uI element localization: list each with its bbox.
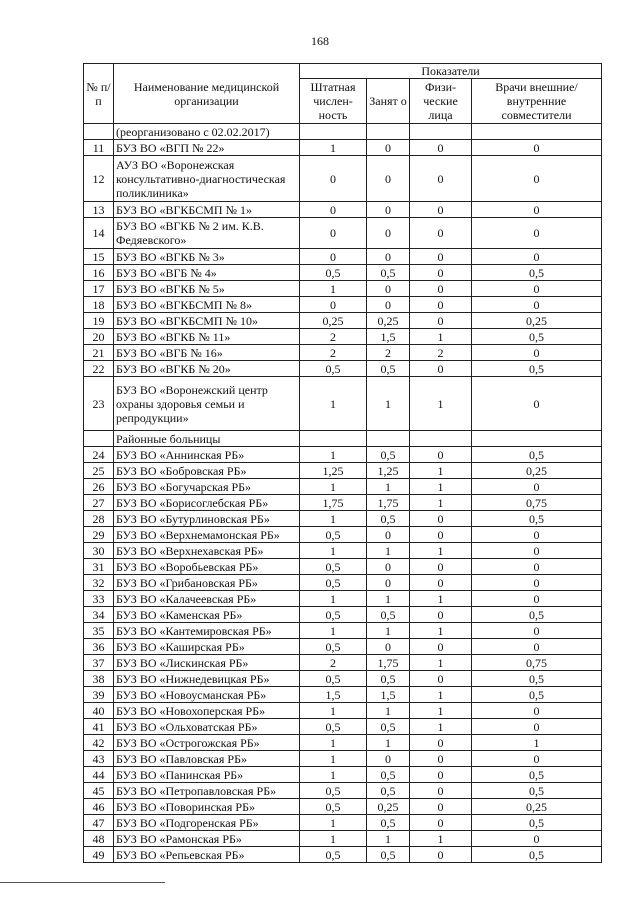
org-name: БУЗ ВО «ВГБ № 16»	[114, 345, 300, 361]
persons-value: 0	[410, 527, 472, 543]
row-number: 47	[84, 815, 114, 831]
org-name: БУЗ ВО «Воронежский центр охраны здоровья семьи и репродукции»	[114, 377, 300, 431]
org-name: БУЗ ВО «ВГКБСМП № 10»	[114, 313, 300, 329]
row-number: 49	[84, 847, 114, 863]
table-row	[84, 511, 602, 527]
occupied-value: 0	[367, 249, 410, 265]
occupied-value: 0,25	[367, 313, 410, 329]
occupied-value: 0	[367, 575, 410, 591]
persons-value: 1	[410, 655, 472, 671]
row-number: 15	[84, 249, 114, 265]
row-number: 28	[84, 511, 114, 527]
occupied-value: 0	[367, 527, 410, 543]
table-row	[84, 495, 602, 511]
doctors-value: 0,5	[472, 607, 602, 623]
staff-value: 2	[300, 655, 367, 671]
staff-value: 1	[300, 281, 367, 297]
doctors-value: 0	[472, 281, 602, 297]
row-number: 45	[84, 783, 114, 799]
persons-value: 1	[410, 591, 472, 607]
table-row	[84, 671, 602, 687]
doctors-value: 0	[472, 377, 602, 431]
occupied-value: 0,5	[367, 671, 410, 687]
occupied-value: 1	[367, 479, 410, 495]
doctors-value: 0	[472, 719, 602, 735]
table-row	[84, 655, 602, 671]
row-number: 13	[84, 202, 114, 218]
org-name: БУЗ ВО «ВГКБСМП № 8»	[114, 297, 300, 313]
persons-value: 0	[410, 265, 472, 281]
doctors-value: 0	[472, 751, 602, 767]
doctors-value: 0	[472, 639, 602, 655]
table-row	[84, 703, 602, 719]
persons-value: 0	[410, 140, 472, 156]
row-number: 44	[84, 767, 114, 783]
doctors-value: 0,5	[472, 329, 602, 345]
row-number: 14	[84, 218, 114, 249]
org-name: БУЗ ВО «Подгоренская РБ»	[114, 815, 300, 831]
doctors-value: 0,25	[472, 799, 602, 815]
table-row	[84, 767, 602, 783]
occupied-value: 0,5	[367, 767, 410, 783]
org-name: БУЗ ВО «Верхнехавская РБ»	[114, 543, 300, 559]
doctors-value: 0,5	[472, 767, 602, 783]
doctors-value: 0	[472, 479, 602, 495]
occupied-value: 1	[367, 703, 410, 719]
table-row	[84, 591, 602, 607]
table-row	[84, 687, 602, 703]
table-row	[84, 447, 602, 463]
org-name: БУЗ ВО «Лискинская РБ»	[114, 655, 300, 671]
table-row	[84, 799, 602, 815]
staff-value: 1	[300, 751, 367, 767]
org-name: (реорганизовано с 02.02.2017)	[114, 124, 300, 140]
row-number: 18	[84, 297, 114, 313]
org-name: БУЗ ВО «Грибановская РБ»	[114, 575, 300, 591]
org-name: БУЗ ВО «Петропавловская РБ»	[114, 783, 300, 799]
staff-value: 0,5	[300, 265, 367, 281]
org-name: БУЗ ВО «Борисоглебская РБ»	[114, 495, 300, 511]
doctors-value: 0	[472, 591, 602, 607]
table-row	[84, 575, 602, 591]
persons-value: 1	[410, 543, 472, 559]
staff-value: 0,5	[300, 783, 367, 799]
doctors-value: 0,5	[472, 687, 602, 703]
persons-value: 0	[410, 799, 472, 815]
staff-value: 0,5	[300, 361, 367, 377]
header-name: Наименование медицинской организации	[114, 64, 300, 124]
org-name: АУЗ ВО «Воронежская консультативно-диагностическая поликлиника»	[114, 156, 300, 202]
row-number	[84, 124, 114, 140]
row-number: 29	[84, 527, 114, 543]
doctors-value: 0	[472, 703, 602, 719]
table-row	[84, 313, 602, 329]
staff-value: 1	[300, 735, 367, 751]
staff-value: 0	[300, 297, 367, 313]
persons-value: 1	[410, 377, 472, 431]
persons-value: 1	[410, 703, 472, 719]
org-name: БУЗ ВО «Ольховатская РБ»	[114, 719, 300, 735]
row-number: 24	[84, 447, 114, 463]
occupied-value: 1	[367, 831, 410, 847]
doctors-value: 0,5	[472, 361, 602, 377]
org-name: БУЗ ВО «Аннинская РБ»	[114, 447, 300, 463]
table-row	[84, 345, 602, 361]
occupied-value: 0	[367, 751, 410, 767]
staff-value	[300, 431, 367, 447]
persons-value: 0	[410, 639, 472, 655]
persons-value: 0	[410, 281, 472, 297]
doctors-value: 0,5	[472, 511, 602, 527]
occupied-value: 1	[367, 543, 410, 559]
occupied-value: 0	[367, 218, 410, 249]
doctors-value: 0,5	[472, 783, 602, 799]
row-number: 32	[84, 575, 114, 591]
persons-value: 1	[410, 719, 472, 735]
page-number: 168	[311, 34, 329, 48]
org-name: БУЗ ВО «ВГКБСМП № 1»	[114, 202, 300, 218]
persons-value: 0	[410, 511, 472, 527]
row-number: 21	[84, 345, 114, 361]
header-occupied: Занят о	[367, 79, 410, 124]
table-row	[84, 735, 602, 751]
occupied-value: 1	[367, 377, 410, 431]
staff-value: 0,5	[300, 847, 367, 863]
occupied-value: 0,5	[367, 447, 410, 463]
row-number: 46	[84, 799, 114, 815]
doctors-value: 0	[472, 527, 602, 543]
doctors-value	[472, 124, 602, 140]
doctors-value: 0	[472, 249, 602, 265]
persons-value	[410, 124, 472, 140]
doctors-value: 0,5	[472, 265, 602, 281]
org-name: БУЗ ВО «Новохоперская РБ»	[114, 703, 300, 719]
staff-value: 0,5	[300, 607, 367, 623]
doctors-value: 0,5	[472, 671, 602, 687]
staff-value	[300, 124, 367, 140]
org-name: БУЗ ВО «Воробьевская РБ»	[114, 559, 300, 575]
table-row	[84, 719, 602, 735]
staff-value: 1	[300, 511, 367, 527]
header-indicators: Показатели	[300, 64, 602, 79]
occupied-value: 1,5	[367, 329, 410, 345]
staff-value: 1,75	[300, 495, 367, 511]
doctors-value: 0	[472, 559, 602, 575]
table-row	[84, 281, 602, 297]
staffing-table	[83, 63, 602, 863]
persons-value: 0	[410, 575, 472, 591]
occupied-value	[367, 431, 410, 447]
staff-value: 0,5	[300, 799, 367, 815]
row-number: 43	[84, 751, 114, 767]
occupied-value: 1,75	[367, 655, 410, 671]
staff-value: 2	[300, 345, 367, 361]
occupied-value: 0	[367, 202, 410, 218]
occupied-value: 1,25	[367, 463, 410, 479]
doctors-value: 0,75	[472, 655, 602, 671]
doctors-value: 0,75	[472, 495, 602, 511]
doctors-value: 0	[472, 156, 602, 202]
row-number: 26	[84, 479, 114, 495]
occupied-value: 1	[367, 623, 410, 639]
staff-value: 1,5	[300, 687, 367, 703]
persons-value	[410, 431, 472, 447]
header-persons: Физи-ческие лица	[410, 79, 472, 124]
persons-value: 0	[410, 361, 472, 377]
table-row	[84, 249, 602, 265]
row-number: 12	[84, 156, 114, 202]
doctors-value: 0	[472, 140, 602, 156]
persons-value: 0	[410, 671, 472, 687]
table-body	[84, 124, 602, 863]
row-number: 41	[84, 719, 114, 735]
org-name: БУЗ ВО «Калачеевская РБ»	[114, 591, 300, 607]
persons-value: 1	[410, 479, 472, 495]
header-doctors: Врачи внешние/ внутренние совместители	[472, 79, 602, 124]
persons-value: 0	[410, 751, 472, 767]
table-row	[84, 751, 602, 767]
staff-value: 1	[300, 815, 367, 831]
header-staff: Штатная числен-ность	[300, 79, 367, 124]
occupied-value: 0,25	[367, 799, 410, 815]
doctors-value: 0,25	[472, 313, 602, 329]
table-row	[84, 329, 602, 345]
row-number: 31	[84, 559, 114, 575]
table-row	[84, 265, 602, 281]
table-row	[84, 559, 602, 575]
persons-value: 0	[410, 218, 472, 249]
occupied-value: 1	[367, 735, 410, 751]
staff-value: 1	[300, 703, 367, 719]
table-row	[84, 202, 602, 218]
occupied-value: 0	[367, 140, 410, 156]
occupied-value: 1,75	[367, 495, 410, 511]
org-name: БУЗ ВО «Павловская РБ»	[114, 751, 300, 767]
persons-value: 0	[410, 313, 472, 329]
persons-value: 2	[410, 345, 472, 361]
occupied-value: 0	[367, 156, 410, 202]
org-name: БУЗ ВО «ВГБ № 4»	[114, 265, 300, 281]
footnote-divider	[0, 882, 165, 883]
staff-value: 0	[300, 156, 367, 202]
org-name: БУЗ ВО «Кантемировская РБ»	[114, 623, 300, 639]
staff-value: 0,5	[300, 527, 367, 543]
persons-value: 1	[410, 463, 472, 479]
table-row	[84, 297, 602, 313]
doctors-value: 0	[472, 575, 602, 591]
table-row	[84, 431, 602, 447]
doctors-value: 0,5	[472, 815, 602, 831]
row-number: 27	[84, 495, 114, 511]
staff-value: 0	[300, 249, 367, 265]
occupied-value: 0,5	[367, 783, 410, 799]
table-row	[84, 124, 602, 140]
persons-value: 1	[410, 831, 472, 847]
staff-value: 2	[300, 329, 367, 345]
org-name: БУЗ ВО «ВГКБ № 11»	[114, 329, 300, 345]
table-row	[84, 623, 602, 639]
row-number: 40	[84, 703, 114, 719]
persons-value: 0	[410, 156, 472, 202]
staff-value: 1	[300, 543, 367, 559]
row-number: 48	[84, 831, 114, 847]
row-number: 20	[84, 329, 114, 345]
staff-value: 0,5	[300, 575, 367, 591]
row-number: 38	[84, 671, 114, 687]
doctors-value: 0	[472, 831, 602, 847]
org-name: БУЗ ВО «Поворинская РБ»	[114, 799, 300, 815]
staff-value: 0,5	[300, 559, 367, 575]
occupied-value	[367, 124, 410, 140]
row-number: 34	[84, 607, 114, 623]
row-number: 23	[84, 377, 114, 431]
table-row	[84, 218, 602, 249]
occupied-value: 0,5	[367, 511, 410, 527]
persons-value: 0	[410, 607, 472, 623]
occupied-value: 0,5	[367, 719, 410, 735]
occupied-value: 1,5	[367, 687, 410, 703]
org-name: БУЗ ВО «ВГКБ № 20»	[114, 361, 300, 377]
doctors-value: 0	[472, 202, 602, 218]
org-name: БУЗ ВО «ВГКБ № 5»	[114, 281, 300, 297]
staff-value: 0,5	[300, 639, 367, 655]
table-row	[84, 607, 602, 623]
staff-value: 1	[300, 623, 367, 639]
persons-value: 0	[410, 249, 472, 265]
org-name: БУЗ ВО «Нижнедевицкая РБ»	[114, 671, 300, 687]
persons-value: 0	[410, 297, 472, 313]
row-number: 42	[84, 735, 114, 751]
org-name: Районные больницы	[114, 431, 300, 447]
doctors-value: 1	[472, 735, 602, 751]
doctors-value: 0	[472, 297, 602, 313]
org-name: БУЗ ВО «ВГКБ № 2 им. К.В. Федяевского»	[114, 218, 300, 249]
table-row	[84, 463, 602, 479]
persons-value: 1	[410, 623, 472, 639]
occupied-value: 1	[367, 591, 410, 607]
doctors-value: 0,5	[472, 447, 602, 463]
staff-value: 1	[300, 479, 367, 495]
org-name: БУЗ ВО «Панинская РБ»	[114, 767, 300, 783]
org-name: БУЗ ВО «Бутурлиновская РБ»	[114, 511, 300, 527]
staff-value: 0,25	[300, 313, 367, 329]
row-number	[84, 431, 114, 447]
occupied-value: 0,5	[367, 847, 410, 863]
occupied-value: 0,5	[367, 815, 410, 831]
doctors-value: 0	[472, 543, 602, 559]
org-name: БУЗ ВО «Верхнемамонская РБ»	[114, 527, 300, 543]
occupied-value: 0	[367, 297, 410, 313]
persons-value: 0	[410, 447, 472, 463]
occupied-value: 0,5	[367, 265, 410, 281]
persons-value: 0	[410, 202, 472, 218]
row-number: 39	[84, 687, 114, 703]
staff-value: 0	[300, 202, 367, 218]
table-row	[84, 140, 602, 156]
row-number: 35	[84, 623, 114, 639]
table-row	[84, 815, 602, 831]
org-name: БУЗ ВО «Богучарская РБ»	[114, 479, 300, 495]
row-number: 30	[84, 543, 114, 559]
staff-value: 1	[300, 831, 367, 847]
row-number: 36	[84, 639, 114, 655]
doctors-value: 0	[472, 218, 602, 249]
persons-value: 0	[410, 815, 472, 831]
staff-value: 0,5	[300, 671, 367, 687]
org-name: БУЗ ВО «Репьевская РБ»	[114, 847, 300, 863]
row-number: 37	[84, 655, 114, 671]
header-num: № п/п	[84, 64, 114, 124]
table-row	[84, 847, 602, 863]
staff-value: 0	[300, 218, 367, 249]
table-row	[84, 377, 602, 431]
org-name: БУЗ ВО «Каширская РБ»	[114, 639, 300, 655]
occupied-value: 0	[367, 281, 410, 297]
occupied-value: 2	[367, 345, 410, 361]
row-number: 16	[84, 265, 114, 281]
persons-value: 0	[410, 735, 472, 751]
row-number: 19	[84, 313, 114, 329]
org-name: БУЗ ВО «Каменская РБ»	[114, 607, 300, 623]
table-row	[84, 543, 602, 559]
persons-value: 0	[410, 767, 472, 783]
occupied-value: 0,5	[367, 607, 410, 623]
table-row	[84, 479, 602, 495]
staff-value: 1	[300, 447, 367, 463]
row-number: 22	[84, 361, 114, 377]
staff-value: 1	[300, 377, 367, 431]
row-number: 11	[84, 140, 114, 156]
staff-value: 1	[300, 767, 367, 783]
org-name: БУЗ ВО «Рамонская РБ»	[114, 831, 300, 847]
persons-value: 1	[410, 329, 472, 345]
doctors-value	[472, 431, 602, 447]
org-name: БУЗ ВО «Новоусманская РБ»	[114, 687, 300, 703]
table-row	[84, 156, 602, 202]
row-number: 25	[84, 463, 114, 479]
doctors-value: 0	[472, 623, 602, 639]
staff-value: 1	[300, 140, 367, 156]
org-name: БУЗ ВО «ВГКБ № 3»	[114, 249, 300, 265]
doctors-value: 0,25	[472, 463, 602, 479]
persons-value: 1	[410, 687, 472, 703]
table-row	[84, 639, 602, 655]
table-row	[84, 527, 602, 543]
table-row	[84, 783, 602, 799]
staff-value: 0,5	[300, 719, 367, 735]
staff-value: 1	[300, 591, 367, 607]
table-row	[84, 361, 602, 377]
occupied-value: 0,5	[367, 361, 410, 377]
doctors-value: 0	[472, 345, 602, 361]
persons-value: 1	[410, 495, 472, 511]
persons-value: 0	[410, 559, 472, 575]
occupied-value: 0	[367, 559, 410, 575]
org-name: БУЗ ВО «ВГП № 22»	[114, 140, 300, 156]
org-name: БУЗ ВО «Бобровская РБ»	[114, 463, 300, 479]
persons-value: 0	[410, 847, 472, 863]
occupied-value: 0	[367, 639, 410, 655]
staff-value: 1,25	[300, 463, 367, 479]
row-number: 33	[84, 591, 114, 607]
row-number: 17	[84, 281, 114, 297]
doctors-value: 0,5	[472, 847, 602, 863]
org-name: БУЗ ВО «Острогожская РБ»	[114, 735, 300, 751]
table-row	[84, 831, 602, 847]
persons-value: 0	[410, 783, 472, 799]
